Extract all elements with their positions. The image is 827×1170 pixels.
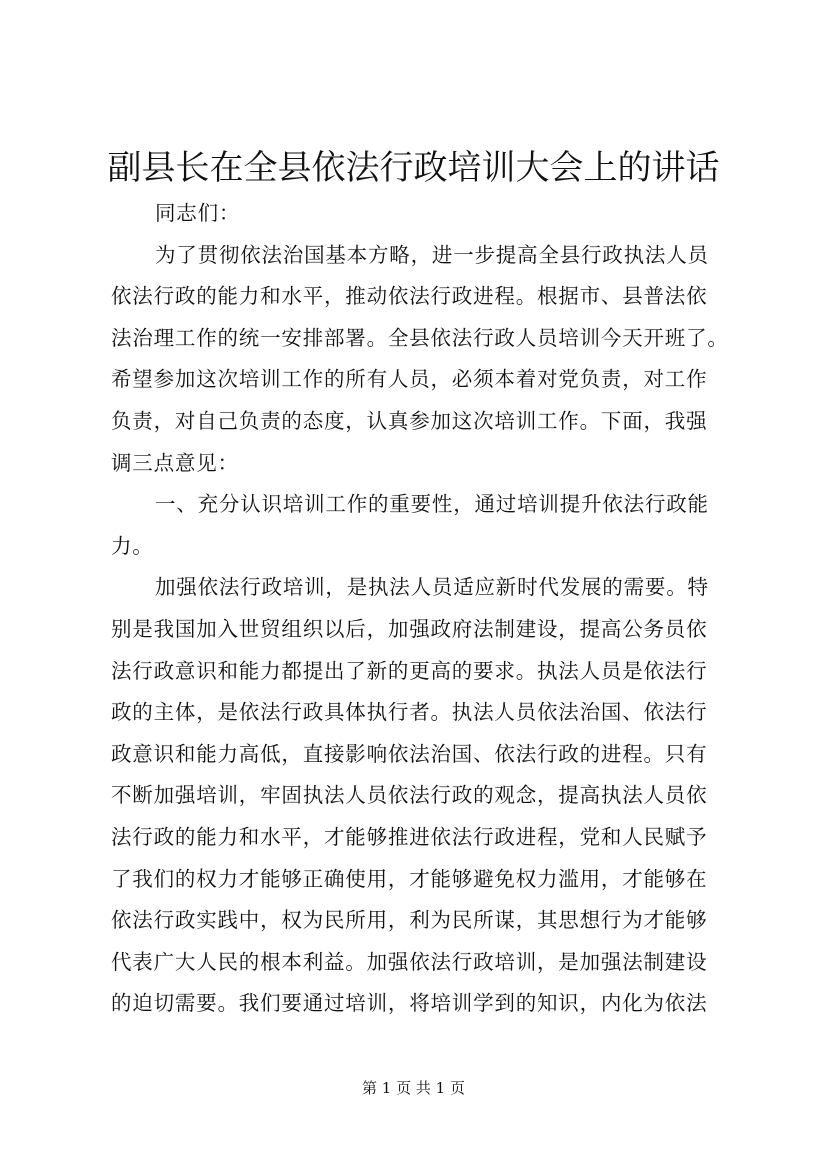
paragraph-line: 依法行政实践中，权为民所用，利为民所谋，其思想行为才能够 [111, 908, 708, 933]
paragraph-line: 代表广大人民的根本利益。加强依法行政培训，是加强法制建设 [111, 949, 708, 974]
paragraph-line: 法行政意识和能力都提出了新的更高的要求。执法人员是依法行 [111, 658, 708, 683]
paragraph-line: 了我们的权力才能够正确使用，才能够避免权力滥用，才能够在 [111, 866, 708, 891]
paragraph-line: 法治理工作的统一安排部署。全县依法行政人员培训今天开班了。 [111, 325, 729, 350]
section-heading-line: 力。 [111, 533, 154, 558]
paragraph-line: 为了贯彻依法治国基本方略，进一步提高全县行政执法人员 [155, 242, 709, 267]
paragraph-line: 负责，对自己负责的态度，认真参加这次培训工作。下面，我强 [111, 408, 708, 433]
paragraph-line: 别是我国加入世贸组织以后，加强政府法制建设，提高公务员依 [111, 616, 708, 641]
paragraph-line: 希望参加这次培训工作的所有人员，必须本着对党负责，对工作 [111, 367, 708, 392]
document-title: 副县长在全县依法行政培训大会上的讲话 [107, 148, 720, 188]
salutation: 同志们： [155, 201, 241, 225]
document-body [111, 193, 751, 1025]
paragraph-line: 政的主体，是依法行政具体执行者。执法人员依法治国、依法行 [111, 700, 708, 725]
paragraph-line: 不断加强培训，牢固执法人员依法行政的观念，提高执法人员依 [111, 783, 708, 808]
page-number-footer: 第 1 页 共 1 页 [362, 1079, 465, 1097]
paragraph-line: 依法行政的能力和水平，推动依法行政进程。根据市、县普法依 [111, 284, 708, 309]
paragraph-line: 调三点意见： [111, 450, 239, 475]
paragraph-line: 法行政的能力和水平，才能够推进依法行政进程，党和人民赋予 [111, 824, 708, 849]
paragraph-line: 的迫切需要。我们要通过培训，将培训学到的知识，内化为依法 [111, 991, 708, 1016]
paragraph-line: 政意识和能力高低，直接影响依法治国、依法行政的进程。只有 [111, 741, 708, 766]
section-heading-line: 一、充分认识培训工作的重要性，通过培训提升依法行政能 [155, 492, 709, 517]
paragraph-line: 加强依法行政培训，是执法人员适应新时代发展的需要。特 [155, 575, 709, 600]
